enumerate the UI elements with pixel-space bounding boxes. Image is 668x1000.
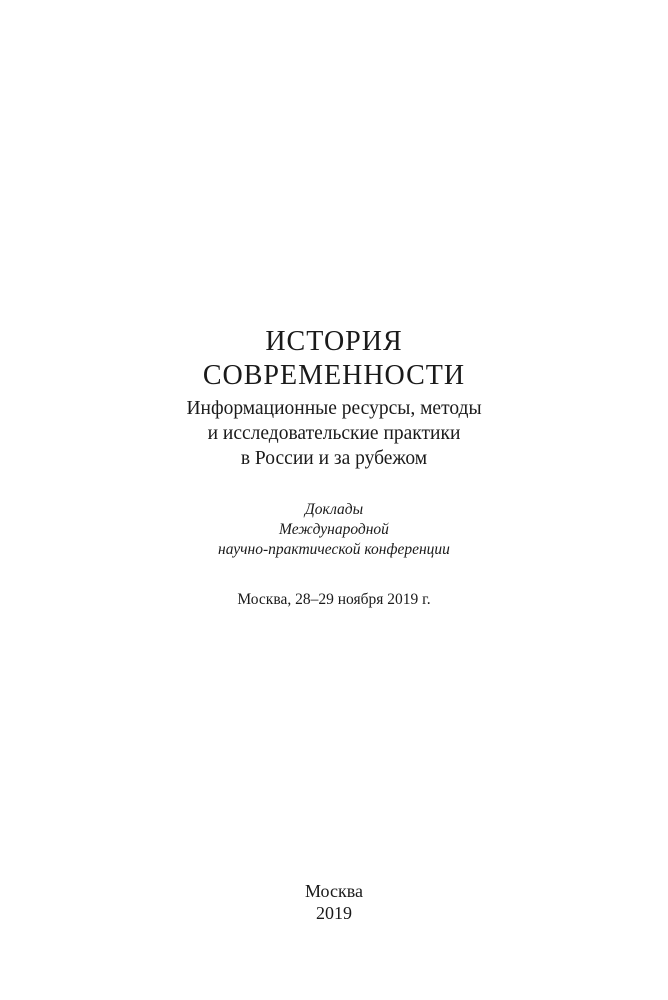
subtitle-line-1: Информационные ресурсы, методы — [186, 398, 482, 419]
imprint-city: Москва — [305, 881, 363, 901]
subtitle-line-3: в России и за рубежом — [240, 448, 428, 469]
series-line-3: научно-практической конференции — [218, 541, 450, 558]
title-line-1: ИСТОРИЯ — [265, 326, 403, 357]
subtitle-line-2: и исследовательские практики — [207, 423, 461, 444]
series-line-1: Доклады — [304, 501, 364, 518]
event-place-date: Москва, 28–29 ноября 2019 г. — [237, 591, 431, 608]
title-line-2: СОВРЕМЕННОСТИ — [202, 360, 466, 391]
series-line-2: Международной — [279, 521, 389, 538]
imprint-year: 2019 — [316, 903, 352, 923]
